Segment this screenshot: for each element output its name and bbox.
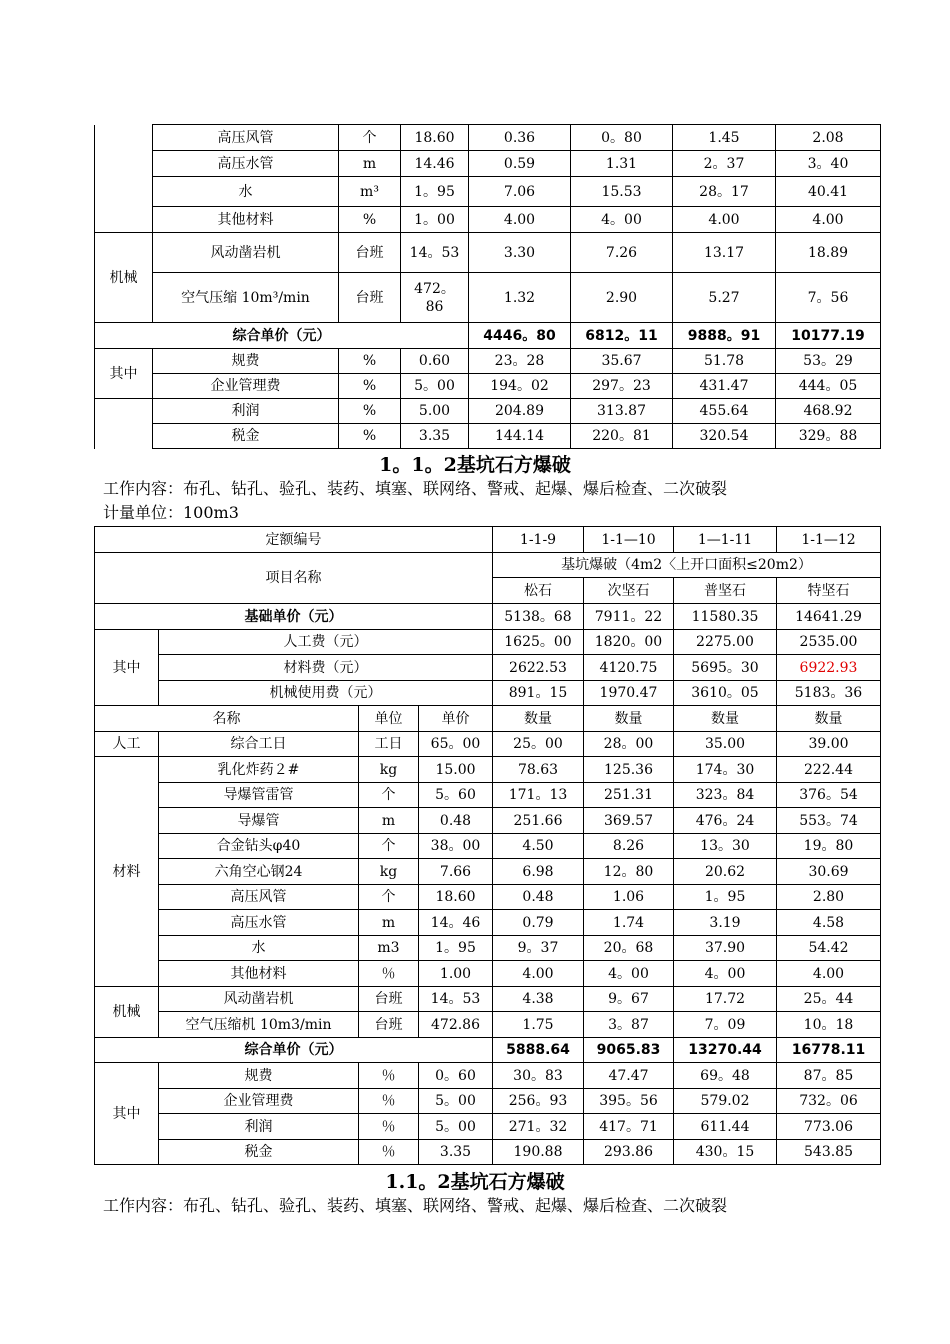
table-row [95, 424, 881, 449]
cell: 20。68 [584, 936, 674, 961]
header-cell: 数量 [493, 706, 584, 732]
cell: 18.60 [419, 885, 493, 910]
cell: 11580.35 [674, 604, 777, 630]
cell: 444。05 [776, 374, 881, 399]
table-row [95, 1063, 881, 1089]
unit-of-measure: 计量单位：100m3 [103, 503, 239, 522]
cell: 1.75 [493, 1012, 584, 1038]
material-group-cell [95, 125, 153, 233]
cell: ％ [359, 1114, 419, 1140]
next-work-content: 工作内容：布孔、钻孔、验孔、装药、填塞、联网络、警戒、起爆、爆后检查、二次破裂 [103, 1196, 728, 1215]
header-cell: 单位 [359, 706, 419, 732]
cell: 0。60 [419, 1063, 493, 1089]
table-row [95, 655, 881, 681]
cell: 5138。68 [493, 604, 584, 630]
table-row [95, 808, 881, 834]
cell: 87。85 [777, 1063, 881, 1089]
cell: 4.58 [777, 910, 881, 936]
cell: 5183。36 [777, 681, 881, 706]
fee-group-label: 其中 [95, 1063, 159, 1165]
cell: ％ [359, 1063, 419, 1089]
table-row [95, 177, 881, 207]
cell: 4446。80 [469, 323, 571, 349]
cell: 导爆管雷管 [159, 783, 359, 808]
cell: 水 [153, 177, 339, 207]
cell: m [359, 808, 419, 834]
cell: 417。71 [584, 1114, 674, 1140]
breakdown-group-label: 其中 [95, 630, 159, 706]
section-heading: 1。1。2基坑石方爆破 [379, 454, 571, 476]
cell: 313.87 [571, 399, 673, 424]
cell: 2622.53 [493, 655, 584, 681]
table-row [95, 125, 881, 151]
cell: 1.06 [584, 885, 674, 910]
cell: 431.47 [673, 374, 776, 399]
cell: 1.31 [571, 151, 673, 177]
cell: 174。30 [674, 757, 777, 783]
table-row [95, 681, 881, 706]
total-label: 综合单价（元） [95, 1038, 493, 1063]
cell: 1-1-9 [493, 527, 584, 553]
cell: 543.85 [777, 1140, 881, 1165]
cell: 税金 [159, 1140, 359, 1165]
cell: 15.53 [571, 177, 673, 207]
cell: 5。00 [401, 374, 469, 399]
cell: % [339, 349, 401, 374]
cell: 10177.19 [776, 323, 881, 349]
cell: 5.00 [401, 399, 469, 424]
cell: 9065.83 [584, 1038, 674, 1063]
cell: 4120.75 [584, 655, 674, 681]
cell: 0.59 [469, 151, 571, 177]
cell: 4。00 [571, 207, 673, 233]
header-cell: 单价 [419, 706, 493, 732]
cell: 204.89 [469, 399, 571, 424]
cell: 工日 [359, 732, 419, 757]
cell: 4.00 [673, 207, 776, 233]
header-cell: 数量 [584, 706, 674, 732]
cell: 732。06 [777, 1089, 881, 1114]
total-row [95, 323, 881, 349]
cell: 251.31 [584, 783, 674, 808]
cell: 5695。30 [674, 655, 777, 681]
cell: 空气压缩 10m³/min [153, 273, 339, 323]
cell: 2275.00 [674, 630, 777, 655]
cell: ％ [359, 961, 419, 987]
cell: 1970.47 [584, 681, 674, 706]
table-row [95, 961, 881, 987]
cell: 1625。00 [493, 630, 584, 655]
cell: 7。56 [776, 273, 881, 323]
cell: 0.48 [419, 808, 493, 834]
total-row [95, 1038, 881, 1063]
cell: 23。28 [469, 349, 571, 374]
cell: 35.00 [674, 732, 777, 757]
cell: 风动凿岩机 [159, 987, 359, 1012]
fee-group-cell [95, 399, 153, 449]
cell: 37.90 [674, 936, 777, 961]
cell: 规费 [153, 349, 339, 374]
cell: 14641.29 [777, 604, 881, 630]
cell: 4.00 [493, 961, 584, 987]
cell: 4.00 [776, 207, 881, 233]
cell: 14.46 [401, 151, 469, 177]
cell: 1—1-11 [674, 527, 777, 553]
cell: 891。15 [493, 681, 584, 706]
cell: % [339, 399, 401, 424]
cell: 3610。05 [674, 681, 777, 706]
cell: 395。56 [584, 1089, 674, 1114]
cell: 220。81 [571, 424, 673, 449]
cell: 6.98 [493, 859, 584, 885]
cell: 468.92 [776, 399, 881, 424]
cell: 3.30 [469, 233, 571, 273]
next-section-heading: 1.1。2基坑石方爆破 [385, 1171, 565, 1193]
cell: 18.89 [776, 233, 881, 273]
cell: 0.79 [493, 910, 584, 936]
cell: 个 [359, 783, 419, 808]
table-row [95, 630, 881, 655]
cell: 190.88 [493, 1140, 584, 1165]
header-cell: 数量 [777, 706, 881, 732]
cell: 256。93 [493, 1089, 584, 1114]
cell: 企业管理费 [159, 1089, 359, 1114]
cell: 194。02 [469, 374, 571, 399]
cell: kg [359, 757, 419, 783]
cell: 2。37 [673, 151, 776, 177]
cell: 0.48 [493, 885, 584, 910]
cell: 空气压缩机 10m3/min [159, 1012, 359, 1038]
table-row [95, 399, 881, 424]
cell: 1820。00 [584, 630, 674, 655]
cell: 1。00 [401, 207, 469, 233]
cell: 271。32 [493, 1114, 584, 1140]
labor-group-label: 人工 [95, 732, 159, 757]
table-row [95, 910, 881, 936]
cell: 综合工日 [159, 732, 359, 757]
cell: 其他材料 [159, 961, 359, 987]
cell: 4。00 [674, 961, 777, 987]
quota-table-continued [94, 124, 881, 449]
machine-group-label: 机械 [95, 987, 159, 1038]
cell: 5.27 [673, 273, 776, 323]
cell: 特坚石 [777, 578, 881, 604]
cell: 553。74 [777, 808, 881, 834]
cell: 320.54 [673, 424, 776, 449]
cell: 323。84 [674, 783, 777, 808]
cell: 合金钻头φ40 [159, 834, 359, 859]
material-group-label: 材料 [95, 757, 159, 987]
cell: 台班 [339, 273, 401, 323]
cell: 松石 [493, 578, 584, 604]
cell: 376。54 [777, 783, 881, 808]
cell: 25。44 [777, 987, 881, 1012]
cell: 利润 [159, 1114, 359, 1140]
cell: 人工费（元） [159, 630, 493, 655]
cell: 水 [159, 936, 359, 961]
cell: 251.66 [493, 808, 584, 834]
table-row [95, 783, 881, 808]
table-row [95, 207, 881, 233]
table-row [95, 885, 881, 910]
cell: 利润 [153, 399, 339, 424]
cell: % [339, 207, 401, 233]
cell: 材料费（元） [159, 655, 493, 681]
cell: 28。00 [584, 732, 674, 757]
fee-group-label: 其中 [95, 349, 153, 399]
cell: 普坚石 [674, 578, 777, 604]
cell: 风动凿岩机 [153, 233, 339, 273]
item-label: 项目名称 [95, 553, 493, 604]
cell: 4。00 [584, 961, 674, 987]
code-label: 定额编号 [95, 527, 493, 553]
cell: 297。23 [571, 374, 673, 399]
cell: 30.69 [777, 859, 881, 885]
cell: 53。29 [776, 349, 881, 374]
cell: 30。83 [493, 1063, 584, 1089]
cell: 7.66 [419, 859, 493, 885]
cell: 1.45 [673, 125, 776, 151]
cell: 28。17 [673, 177, 776, 207]
table-row [95, 374, 881, 399]
cell: 293.86 [584, 1140, 674, 1165]
cell: 144.14 [469, 424, 571, 449]
cell: ％ [359, 1140, 419, 1165]
cell: 25。00 [493, 732, 584, 757]
cell: 13。30 [674, 834, 777, 859]
cell: 台班 [359, 1012, 419, 1038]
cell: 472.86 [419, 1012, 493, 1038]
cell: m [359, 910, 419, 936]
table-row [95, 1012, 881, 1038]
cell: 9。37 [493, 936, 584, 961]
cell: 个 [359, 834, 419, 859]
cell: 38。00 [419, 834, 493, 859]
highlighted-cell: 6922.93 [777, 655, 881, 681]
cell: 5。00 [419, 1114, 493, 1140]
cell: 171。13 [493, 783, 584, 808]
work-content: 工作内容：布孔、钻孔、验孔、装药、填塞、联网络、警戒、起爆、爆后检查、二次破裂 [103, 479, 728, 498]
cell: 6812。11 [571, 323, 673, 349]
cell: 8.26 [584, 834, 674, 859]
cell: 69。48 [674, 1063, 777, 1089]
table-row [95, 233, 881, 273]
machine-group-label: 机械 [95, 233, 153, 323]
cell: 9。67 [584, 987, 674, 1012]
cell: 579.02 [674, 1089, 777, 1114]
cell: 476。24 [674, 808, 777, 834]
cell: 企业管理费 [153, 374, 339, 399]
cell: 乳化炸药２# [159, 757, 359, 783]
cell: 2.08 [776, 125, 881, 151]
cell: 15.00 [419, 757, 493, 783]
cell: 3.35 [401, 424, 469, 449]
table-row [95, 1140, 881, 1165]
cell: 369.57 [584, 808, 674, 834]
cell: 1.00 [419, 961, 493, 987]
cell: 773.06 [777, 1114, 881, 1140]
cell: 125.36 [584, 757, 674, 783]
cell: 1。95 [419, 936, 493, 961]
cell: 7911。22 [584, 604, 674, 630]
cell: 1.74 [584, 910, 674, 936]
cell: 10。18 [777, 1012, 881, 1038]
cell: % [339, 374, 401, 399]
cell: 0。80 [571, 125, 673, 151]
cell: 7.26 [571, 233, 673, 273]
cell: 39.00 [777, 732, 881, 757]
cell: 1。95 [674, 885, 777, 910]
cell: 次坚石 [584, 578, 674, 604]
table-row [95, 987, 881, 1012]
cell: 19。80 [777, 834, 881, 859]
cell: 其他材料 [153, 207, 339, 233]
cell: 329。88 [776, 424, 881, 449]
cell: kg [359, 859, 419, 885]
cell: 20.62 [674, 859, 777, 885]
table-row [95, 1114, 881, 1140]
cell: 13.17 [673, 233, 776, 273]
table-row [95, 859, 881, 885]
cell: 65。00 [419, 732, 493, 757]
cell: 1.32 [469, 273, 571, 323]
cell: m [339, 151, 401, 177]
cell: 3。40 [776, 151, 881, 177]
cell: 六角空心钢24 [159, 859, 359, 885]
cell: 3。87 [584, 1012, 674, 1038]
item-row [95, 553, 881, 578]
cell: 0.60 [401, 349, 469, 374]
header-row [95, 706, 881, 732]
cell: 35.67 [571, 349, 673, 374]
table-row [95, 1089, 881, 1114]
labor-row [95, 732, 881, 757]
cell: 2.90 [571, 273, 673, 323]
cell: 4.38 [493, 987, 584, 1012]
cell: 3.35 [419, 1140, 493, 1165]
cell: 2.80 [777, 885, 881, 910]
cell: 台班 [339, 233, 401, 273]
cell: 78.63 [493, 757, 584, 783]
cell: 18.60 [401, 125, 469, 151]
cell: 导爆管 [159, 808, 359, 834]
cell: 台班 [359, 987, 419, 1012]
cell: 7.06 [469, 177, 571, 207]
cell: 7。09 [674, 1012, 777, 1038]
cell: 个 [339, 125, 401, 151]
cell: 4.00 [777, 961, 881, 987]
total-label: 综合单价（元） [95, 323, 469, 349]
cell: 0.36 [469, 125, 571, 151]
cell: 14。53 [419, 987, 493, 1012]
cell: 47.47 [584, 1063, 674, 1089]
cell: 14。46 [419, 910, 493, 936]
table-row [95, 273, 881, 323]
cell: 13270.44 [674, 1038, 777, 1063]
cell: 1-1—12 [777, 527, 881, 553]
cell: 高压风管 [153, 125, 339, 151]
cell: 54.42 [777, 936, 881, 961]
cell: 高压水管 [159, 910, 359, 936]
base-price-row [95, 604, 881, 630]
cell: 40.41 [776, 177, 881, 207]
cell: 高压水管 [153, 151, 339, 177]
cell: 2535.00 [777, 630, 881, 655]
cell: 3.19 [674, 910, 777, 936]
cell: 12。80 [584, 859, 674, 885]
quota-table [94, 526, 881, 1165]
cell: 高压风管 [159, 885, 359, 910]
table-row [95, 757, 881, 783]
cell: 税金 [153, 424, 339, 449]
cell: 5888.64 [493, 1038, 584, 1063]
code-row [95, 527, 881, 553]
cell: 1。95 [401, 177, 469, 207]
cell: 222.44 [777, 757, 881, 783]
table-row [95, 349, 881, 374]
cell: 455.64 [673, 399, 776, 424]
cell: ％ [359, 1089, 419, 1114]
cell: 5。00 [419, 1089, 493, 1114]
cell: 611.44 [674, 1114, 777, 1140]
cell: 5。60 [419, 783, 493, 808]
cell: 1-1—10 [584, 527, 674, 553]
cell: m3 [359, 936, 419, 961]
cell: % [339, 424, 401, 449]
table-row [95, 936, 881, 961]
cell: 机械使用费（元） [159, 681, 493, 706]
cell: 430。15 [674, 1140, 777, 1165]
cell: 51.78 [673, 349, 776, 374]
item-group: 基坑爆破（4m2〈上开口面积≤20m2） [493, 553, 881, 578]
cell: 9888。91 [673, 323, 776, 349]
cell: 16778.11 [777, 1038, 881, 1063]
cell: 17.72 [674, 987, 777, 1012]
table-row [95, 151, 881, 177]
cell: 472。86 [401, 273, 469, 323]
table-row [95, 834, 881, 859]
cell: 4.00 [469, 207, 571, 233]
cell: 14。53 [401, 233, 469, 273]
header-cell: 数量 [674, 706, 777, 732]
base-label: 基础单价（元） [95, 604, 493, 630]
cell: 规费 [159, 1063, 359, 1089]
cell: 4.50 [493, 834, 584, 859]
cell: 个 [359, 885, 419, 910]
header-cell: 名称 [95, 706, 359, 732]
cell: m³ [339, 177, 401, 207]
